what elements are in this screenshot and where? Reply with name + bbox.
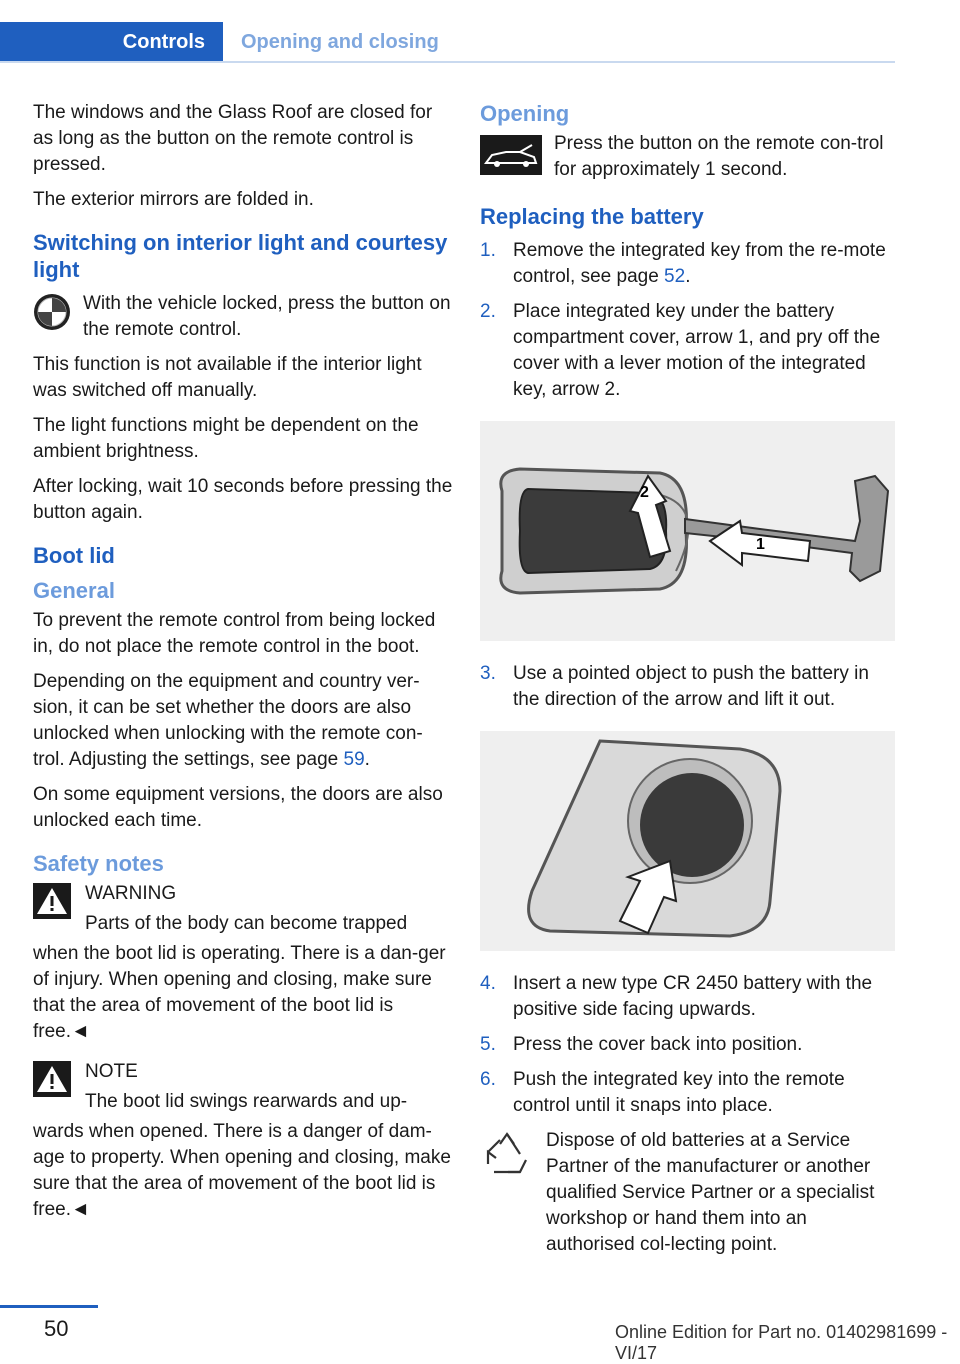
warning-body: when the boot lid is operating. There is a dan‐ger of injury. When opening and closing, make sure that the area of movement of the boot lid is free.◄	[33, 943, 446, 1042]
warning-first-line: Parts of the body can become trapped	[85, 913, 408, 934]
step-text: Press the cover back into position.	[513, 1034, 803, 1055]
heading-safety-notes: Safety notes	[33, 851, 164, 876]
heading-general: General	[33, 578, 115, 603]
warning-triangle-icon	[33, 883, 71, 927]
paragraph: On some equipment versions, the doors are also unlocked each time.	[33, 784, 443, 831]
note-body: wards when opened. There is a danger of dam‐age to property. When opening and closing, make sure that the area of movement of the boot lid is free.◄	[33, 1121, 451, 1220]
opening-instruction	[480, 131, 898, 183]
interior-light-text: With the vehicle locked, press the button on the remote control.	[83, 293, 451, 340]
page-number: 50	[44, 1316, 69, 1341]
paragraph: This function is not available if the interior light was switched off manually.	[33, 354, 422, 401]
step-number: 4.	[480, 973, 496, 994]
list-item	[480, 1032, 898, 1058]
paragraph	[33, 669, 453, 773]
paragraph-text: .	[364, 749, 370, 770]
page-link-59[interactable]: 59	[343, 749, 365, 770]
section-tab-opening-closing[interactable]: Opening and closing	[241, 30, 439, 53]
battery-steps-list	[480, 971, 898, 1119]
bmw-logo-icon	[33, 293, 71, 339]
note-first-line: The boot lid swings rearwards and up‐	[85, 1091, 408, 1112]
step-text: Remove the integrated key from the re‐mote control, see page	[513, 240, 886, 287]
warning-triangle-icon	[33, 1061, 71, 1105]
page-link-52[interactable]: 52	[664, 266, 686, 287]
step-number: 6.	[480, 1069, 496, 1090]
figure-label-2: 2	[640, 484, 649, 501]
paragraph-text: Depending on the equipment and country ver‐sion, it can be set whether the doors are also unlocked when unlocking with the remote con‐trol. Adjusting the settings, see page	[33, 671, 423, 770]
section-tab-controls[interactable]: Controls	[0, 22, 223, 62]
heading-replacing-battery: Replacing the battery	[480, 204, 704, 229]
figure-label-1: 1	[756, 536, 765, 553]
opening-text: Press the button on the remote con‐trol for approximately 1 second.	[554, 133, 884, 180]
paragraph: The light functions might be dependent on the ambient brightness.	[33, 415, 419, 462]
edition-note: Online Edition for Part no. 01402981699 - VI/17	[615, 1322, 948, 1363]
interior-light-instruction	[33, 291, 453, 343]
step-text: .	[685, 266, 691, 287]
figure-remove-cover	[480, 421, 895, 641]
note-notice	[33, 1059, 453, 1223]
paragraph: To prevent the remote control from being locked in, do not place the remote control in the boot.	[33, 610, 436, 657]
warning-title: WARNING	[85, 883, 177, 904]
step-text: Insert a new type CR 2450 battery with the positive side facing upwards.	[513, 973, 873, 1020]
paragraph: After locking, wait 10 seconds before pressing the button again.	[33, 476, 453, 523]
warning-notice	[33, 881, 453, 1045]
list-item	[480, 1067, 898, 1119]
step-text: Place integrated key under the battery compartment cover, arrow 1, and pry off the cover with a lever motion of the integrated key, arrow 2.	[513, 301, 881, 400]
recycle-notice	[480, 1128, 898, 1258]
car-boot-icon	[480, 135, 542, 183]
step-text: Push the integrated key into the remote control until it snaps into place.	[513, 1069, 845, 1116]
step-number: 2.	[480, 301, 496, 322]
step-number: 3.	[480, 663, 496, 684]
recycle-text: Dispose of old batteries at a Service Partner of the manufacturer or another qualified Service Partner or a specialist workshop or hand them into an authorised col‐lecting point.	[546, 1130, 875, 1255]
figure-remove-battery	[480, 731, 895, 951]
battery-steps-list	[480, 661, 898, 713]
paragraph: The exterior mirrors are folded in.	[33, 189, 314, 210]
paragraph: The windows and the Glass Roof are closed for as long as the button on the remote control is pressed.	[33, 102, 433, 175]
list-item	[480, 971, 898, 1023]
step-number: 1.	[480, 240, 496, 261]
step-number: 5.	[480, 1034, 496, 1055]
left-column	[33, 100, 453, 1232]
list-item	[480, 238, 898, 290]
recycle-icon	[480, 1130, 534, 1192]
heading-boot-lid: Boot lid	[33, 543, 115, 568]
note-title: NOTE	[85, 1061, 138, 1082]
battery-steps-list	[480, 238, 898, 403]
page-header	[0, 0, 960, 64]
heading-interior-light: Switching on interior light and courtesy light	[33, 230, 448, 282]
footer-rule	[0, 1305, 98, 1308]
heading-opening: Opening	[480, 101, 570, 126]
header-divider	[0, 61, 895, 63]
step-text: Use a pointed object to push the battery in the direction of the arrow and lift it out.	[513, 663, 869, 710]
list-item	[480, 299, 898, 403]
list-item	[480, 661, 898, 713]
right-column	[480, 100, 898, 1267]
